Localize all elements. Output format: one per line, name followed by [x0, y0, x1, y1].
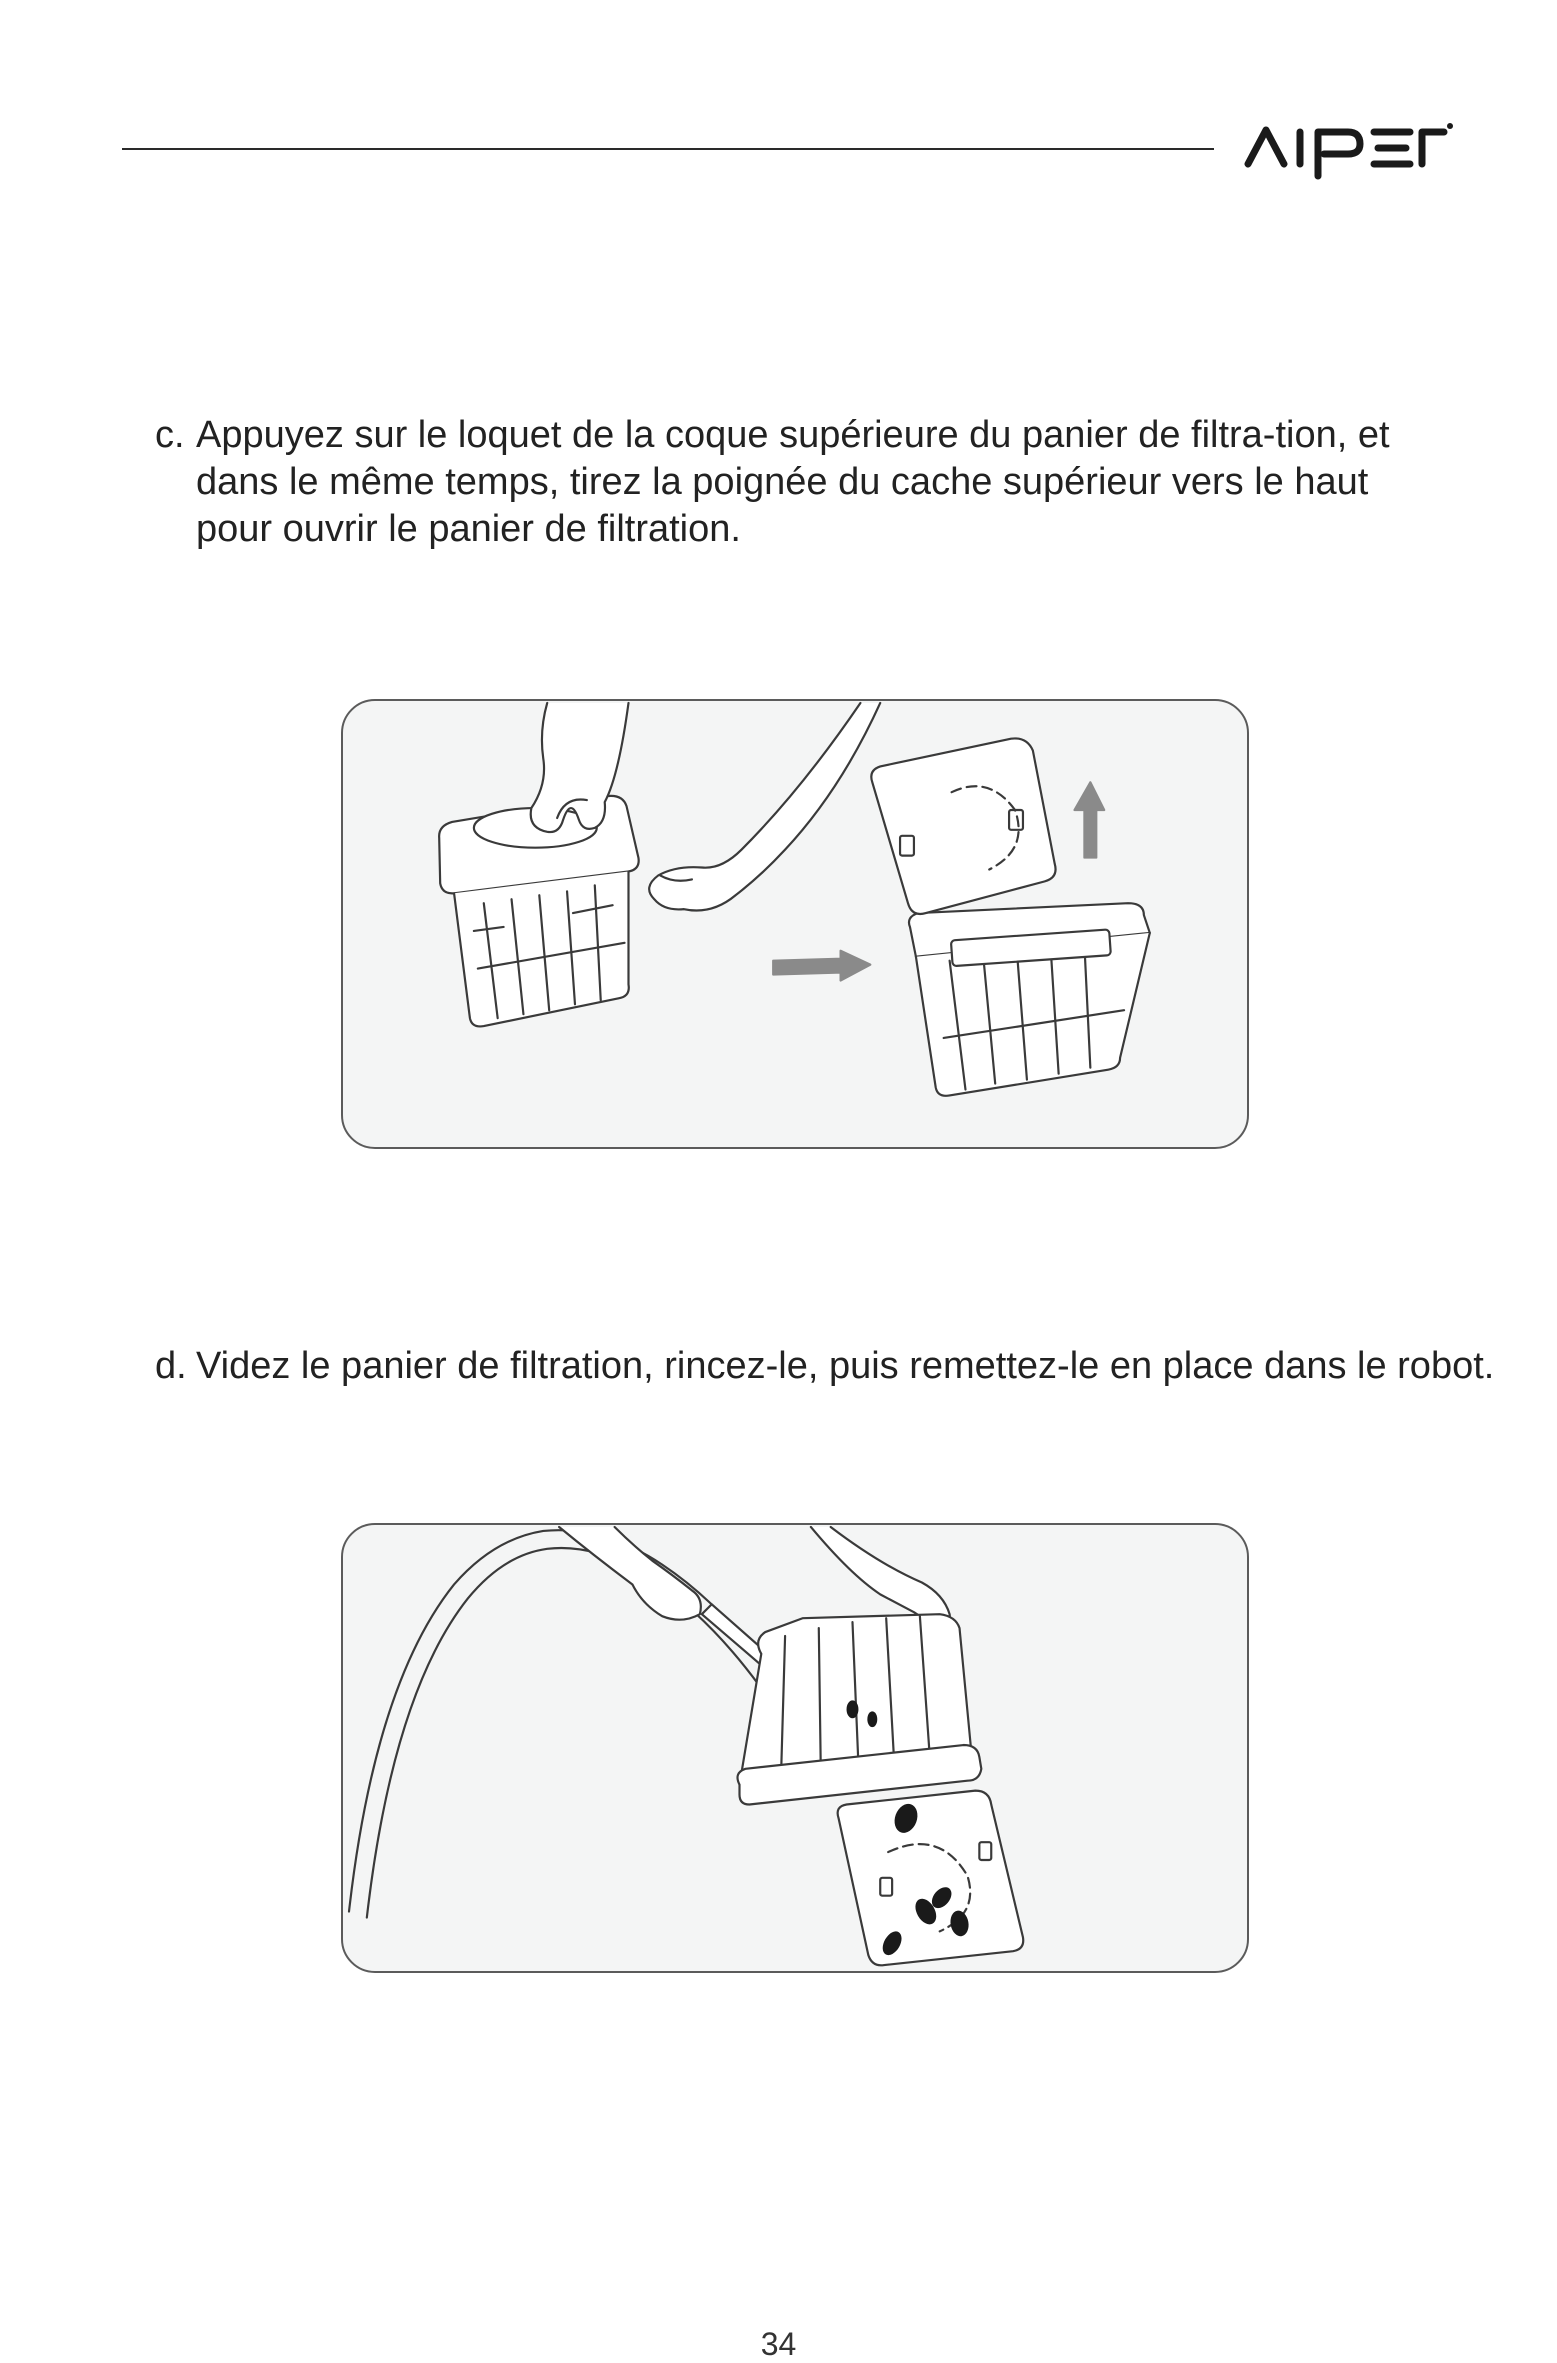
step-c-letter: c.: [155, 414, 185, 456]
open-filter-basket-drawing: [343, 701, 1247, 1147]
illustration-open-filter-basket: [341, 699, 1249, 1149]
page-number: 34: [760, 2326, 797, 2362]
aiper-logo: [1244, 116, 1454, 186]
step-c: [155, 412, 1435, 553]
rinse-filter-basket-drawing: [343, 1525, 1247, 1971]
step-c-text: Appuyez sur le loquet de la coque supérieure du panier de filtra-tion, et dans le même temps, tirez la poignée du cache supérieur vers le haut pour ouvrir le panier de filtration.: [196, 414, 1390, 550]
header-rule: [122, 148, 1214, 150]
step-d-text: Videz le panier de filtration, rincez-le, puis remettez-le en place dans le robot.: [196, 1345, 1495, 1387]
illustration-rinse-filter-basket: [341, 1523, 1249, 1973]
step-d-letter: d.: [155, 1345, 187, 1387]
step-d: [155, 1343, 1495, 1390]
